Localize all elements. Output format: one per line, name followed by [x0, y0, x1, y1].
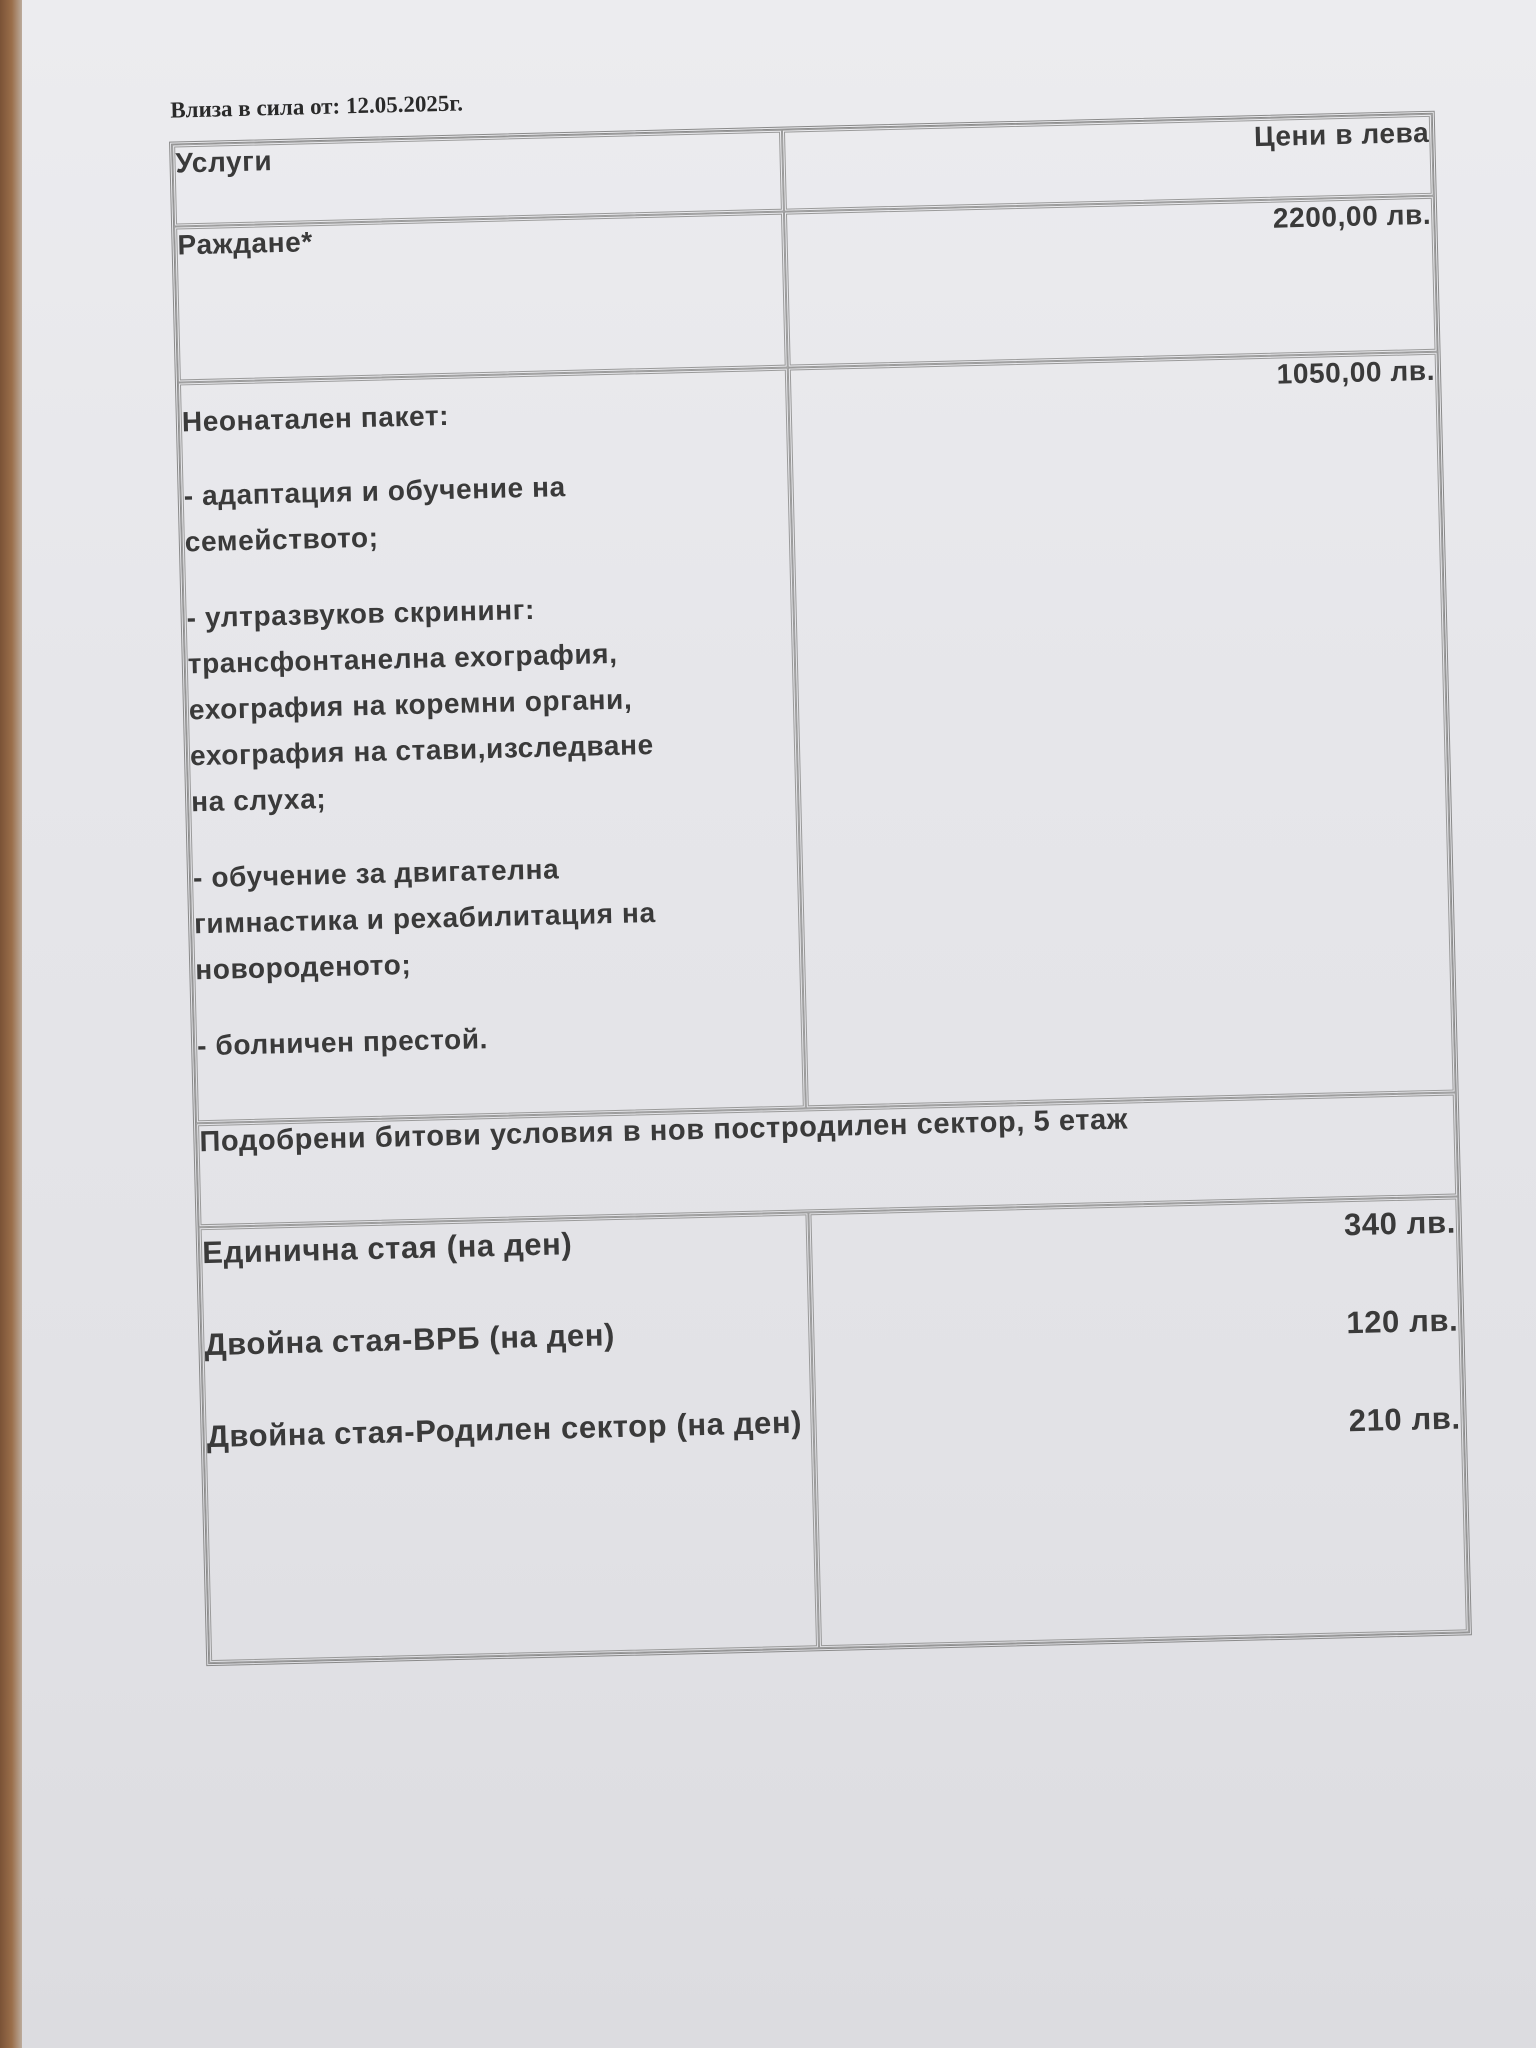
price-table — [169, 111, 1472, 1666]
room-price-double-maternity: 210 лв. — [1348, 1400, 1462, 1439]
room-label-double-maternity: Двойна стая-Родилен сектор (на ден) — [206, 1404, 803, 1455]
neonatal-line: - болничен престой. — [196, 1023, 489, 1062]
neonatal-package-title: Неонатален пакет: — [181, 399, 450, 438]
room-prices-cell — [809, 1196, 1469, 1648]
section-title: Подобрени битови условия в нов постродилен сектор, 5 етаж — [196, 1092, 1458, 1227]
room-price-double-vrb: 120 лв. — [1345, 1302, 1459, 1341]
neonatal-line: семейството; — [184, 521, 379, 558]
room-price-single: 340 лв. — [1343, 1204, 1457, 1243]
paper-sheet — [22, 0, 1536, 2048]
neonatal-line: трансфонтанелна ехография, — [187, 637, 618, 680]
neonatal-package-price: 1050,00 лв. — [788, 352, 1456, 1109]
effective-date: Влиза в сила от: 12.05.2025г. — [169, 90, 464, 123]
table-row-birth — [174, 196, 1437, 383]
room-label-single: Единична стая (на ден) — [201, 1226, 573, 1271]
birth-price: 2200,00 лв. — [784, 196, 1437, 368]
neonatal-line: - ултразвуков скрининг: — [186, 593, 536, 634]
neonatal-line: на слуха; — [190, 783, 327, 818]
room-labels-cell — [199, 1212, 820, 1663]
birth-label: Раждане* — [174, 212, 788, 383]
neonatal-line: - обучение за двигателна — [192, 853, 560, 894]
neonatal-line: ехография на стави,изследване — [189, 728, 655, 772]
table-row-rooms — [199, 1196, 1469, 1663]
room-label-double-vrb: Двойна стая-ВРБ (на ден) — [204, 1317, 616, 1363]
header-service: Услуги — [172, 130, 784, 227]
table-row-neonatal-package — [178, 352, 1456, 1124]
neonatal-line: новороденото; — [194, 948, 412, 986]
neonatal-line: ехография на коремни органи, — [188, 683, 633, 726]
price-list-document — [72, 67, 1462, 1455]
neonatal-line: гимнастика и рехабилитация на — [193, 896, 657, 940]
neonatal-line: - адаптация и обучение на — [183, 471, 567, 512]
header-price: Цени в лева — [782, 114, 1433, 212]
neonatal-package-cell — [178, 368, 806, 1124]
